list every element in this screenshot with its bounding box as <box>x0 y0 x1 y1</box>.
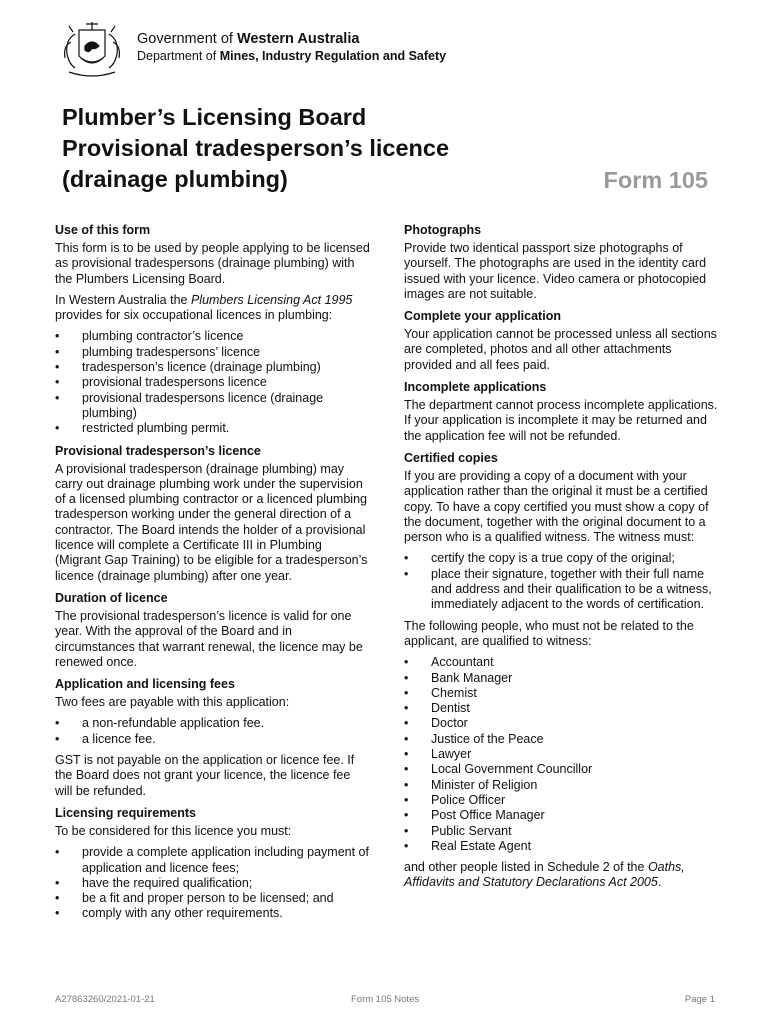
fees-heading: Application and licensing fees <box>55 677 235 692</box>
list-item: • be a fit and proper person to be licensed; and <box>55 891 371 906</box>
incomplete-heading: Incomplete applications <box>404 380 547 395</box>
requirements-heading: Licensing requirements <box>55 805 197 820</box>
document-id: A27863260/2021-01-21 <box>55 994 155 1005</box>
witness-must-list <box>404 551 720 612</box>
list-item: • have the required qualification; <box>55 876 371 891</box>
requirements-list <box>55 845 371 921</box>
department-name: Department of Mines, Industry Regulation and Safety <box>137 49 447 63</box>
list-item: • a non-refundable application fee. <box>55 716 371 731</box>
list-item: • Minister of Religion <box>404 778 720 793</box>
list-item: • restricted plumbing permit. <box>55 421 371 436</box>
complete-heading: Complete your application <box>404 309 561 324</box>
fees-list <box>55 716 371 747</box>
requirements-paragraph: To be considered for this licence you must: <box>55 823 292 838</box>
list-item: • comply with any other requirements. <box>55 906 371 921</box>
fees-paragraph: Two fees are payable with this application: <box>55 695 290 710</box>
certified-heading: Certified copies <box>404 450 498 465</box>
list-item: • Chemist <box>404 686 720 701</box>
list-item: • Bank Manager <box>404 671 720 686</box>
provisional-heading: Provisional tradesperson’s licence <box>55 443 261 458</box>
list-item: • tradesperson’s licence (drainage plumbing) <box>55 360 371 375</box>
complete-paragraph: Your application cannot be processed unless all sections are completed, photos and all other attachments provided and all fees paid. <box>404 327 717 372</box>
list-item: • Police Officer <box>404 793 720 808</box>
list-item: • certify the copy is a true copy of the original; <box>404 551 720 566</box>
list-item: • place their signature, together with their full name and address and their qualification to be a witness, immediately adjacent to the words of certification. <box>404 567 720 613</box>
title-line-3: (drainage plumbing) <box>62 166 288 192</box>
list-item: • provide a complete application including payment of application and licence fees; <box>55 845 371 876</box>
provisional-paragraph: A provisional tradesperson (drainage plumbing) may carry out drainage plumbing work under the supervision of a licensed plumbing contractor or a licenced plumbing tradesperson working under the general direction of a contractor. The Board intends the holder of a provisional licence will complete a Certificate III in Plumbing (Migrant Gap Training) to be eligible for a tradesperson’s licence (drainage plumbing) after one year. <box>55 461 368 583</box>
wa-coat-of-arms-icon <box>55 20 129 80</box>
list-item: • plumbing tradespersons’ licence <box>55 345 371 360</box>
gst-paragraph: GST is not payable on the application or licence fee. If the Board does not grant your licence, the licence fee will be refunded. <box>55 753 355 798</box>
use-heading: Use of this form <box>55 223 151 237</box>
licence-list <box>55 329 371 436</box>
list-item: • provisional tradespersons licence (drainage plumbing) <box>55 391 371 422</box>
title-line-1: Plumber’s Licensing Board <box>62 104 367 130</box>
right-column <box>404 222 720 897</box>
other-people-paragraph: and other people listed in Schedule 2 of the Oaths, Affidavits and Statutory Declarations Act 2005. <box>404 860 685 890</box>
footer-title: Form 105 Notes <box>351 994 420 1005</box>
photographs-paragraph: Provide two identical passport size photographs of yourself. The photographs are used in the identity card issued with your licence. Video camera or photocopied images are not suitable. <box>404 241 707 301</box>
list-item: • plumbing contractor’s licence <box>55 329 371 344</box>
list-item: • Accountant <box>404 655 720 670</box>
title-line-2: Provisional tradesperson’s licence <box>62 135 450 161</box>
list-item: • provisional tradespersons licence <box>55 375 371 390</box>
page-title <box>62 102 449 195</box>
page-header <box>55 20 735 80</box>
certified-paragraph: If you are providing a copy of a document with your application rather than the original it must be a certified copy. To have a copy certified you must show a copy of the document, together with the original document to a person who is a qualified witness. The witness must: <box>404 468 709 545</box>
list-item: • Doctor <box>404 716 720 731</box>
list-item: • Post Office Manager <box>404 808 720 823</box>
use-paragraph-2: In Western Australia the Plumbers Licensing Act 1995 provides for six occupational licences in plumbing: <box>55 292 353 323</box>
witness-list <box>404 655 720 854</box>
form-number: Form 105 <box>603 167 708 193</box>
list-item: • Justice of the Peace <box>404 732 720 747</box>
use-paragraph-1: This form is to be used by people applying to be licensed as provisional tradespersons (drainage plumbing) with the Plumbers Licensing Board. <box>55 241 370 286</box>
list-item: • Public Servant <box>404 824 720 839</box>
page-number: Page 1 <box>684 994 715 1005</box>
left-column <box>55 222 371 928</box>
list-item: • Dentist <box>404 701 720 716</box>
list-item: • Lawyer <box>404 747 720 762</box>
duration-paragraph: The provisional tradesperson’s licence is valid for one year. With the approval of the Board and in circumstances that warrant renewal, the licence may be renewed once. <box>55 608 363 669</box>
list-item: • a licence fee. <box>55 732 371 747</box>
incomplete-paragraph: The department cannot process incomplete applications. If your application is incomplete it may be returned and the application fee will not be refunded. <box>404 398 718 443</box>
photographs-heading: Photographs <box>404 223 482 237</box>
list-item: • Local Government Councillor <box>404 762 720 777</box>
duration-heading: Duration of licence <box>55 590 168 605</box>
list-item: • Real Estate Agent <box>404 839 720 854</box>
government-name: Government of Western Australia <box>137 31 360 47</box>
qualified-people-paragraph: The following people, who must not be related to the applicant, are qualified to witness: <box>404 618 694 648</box>
